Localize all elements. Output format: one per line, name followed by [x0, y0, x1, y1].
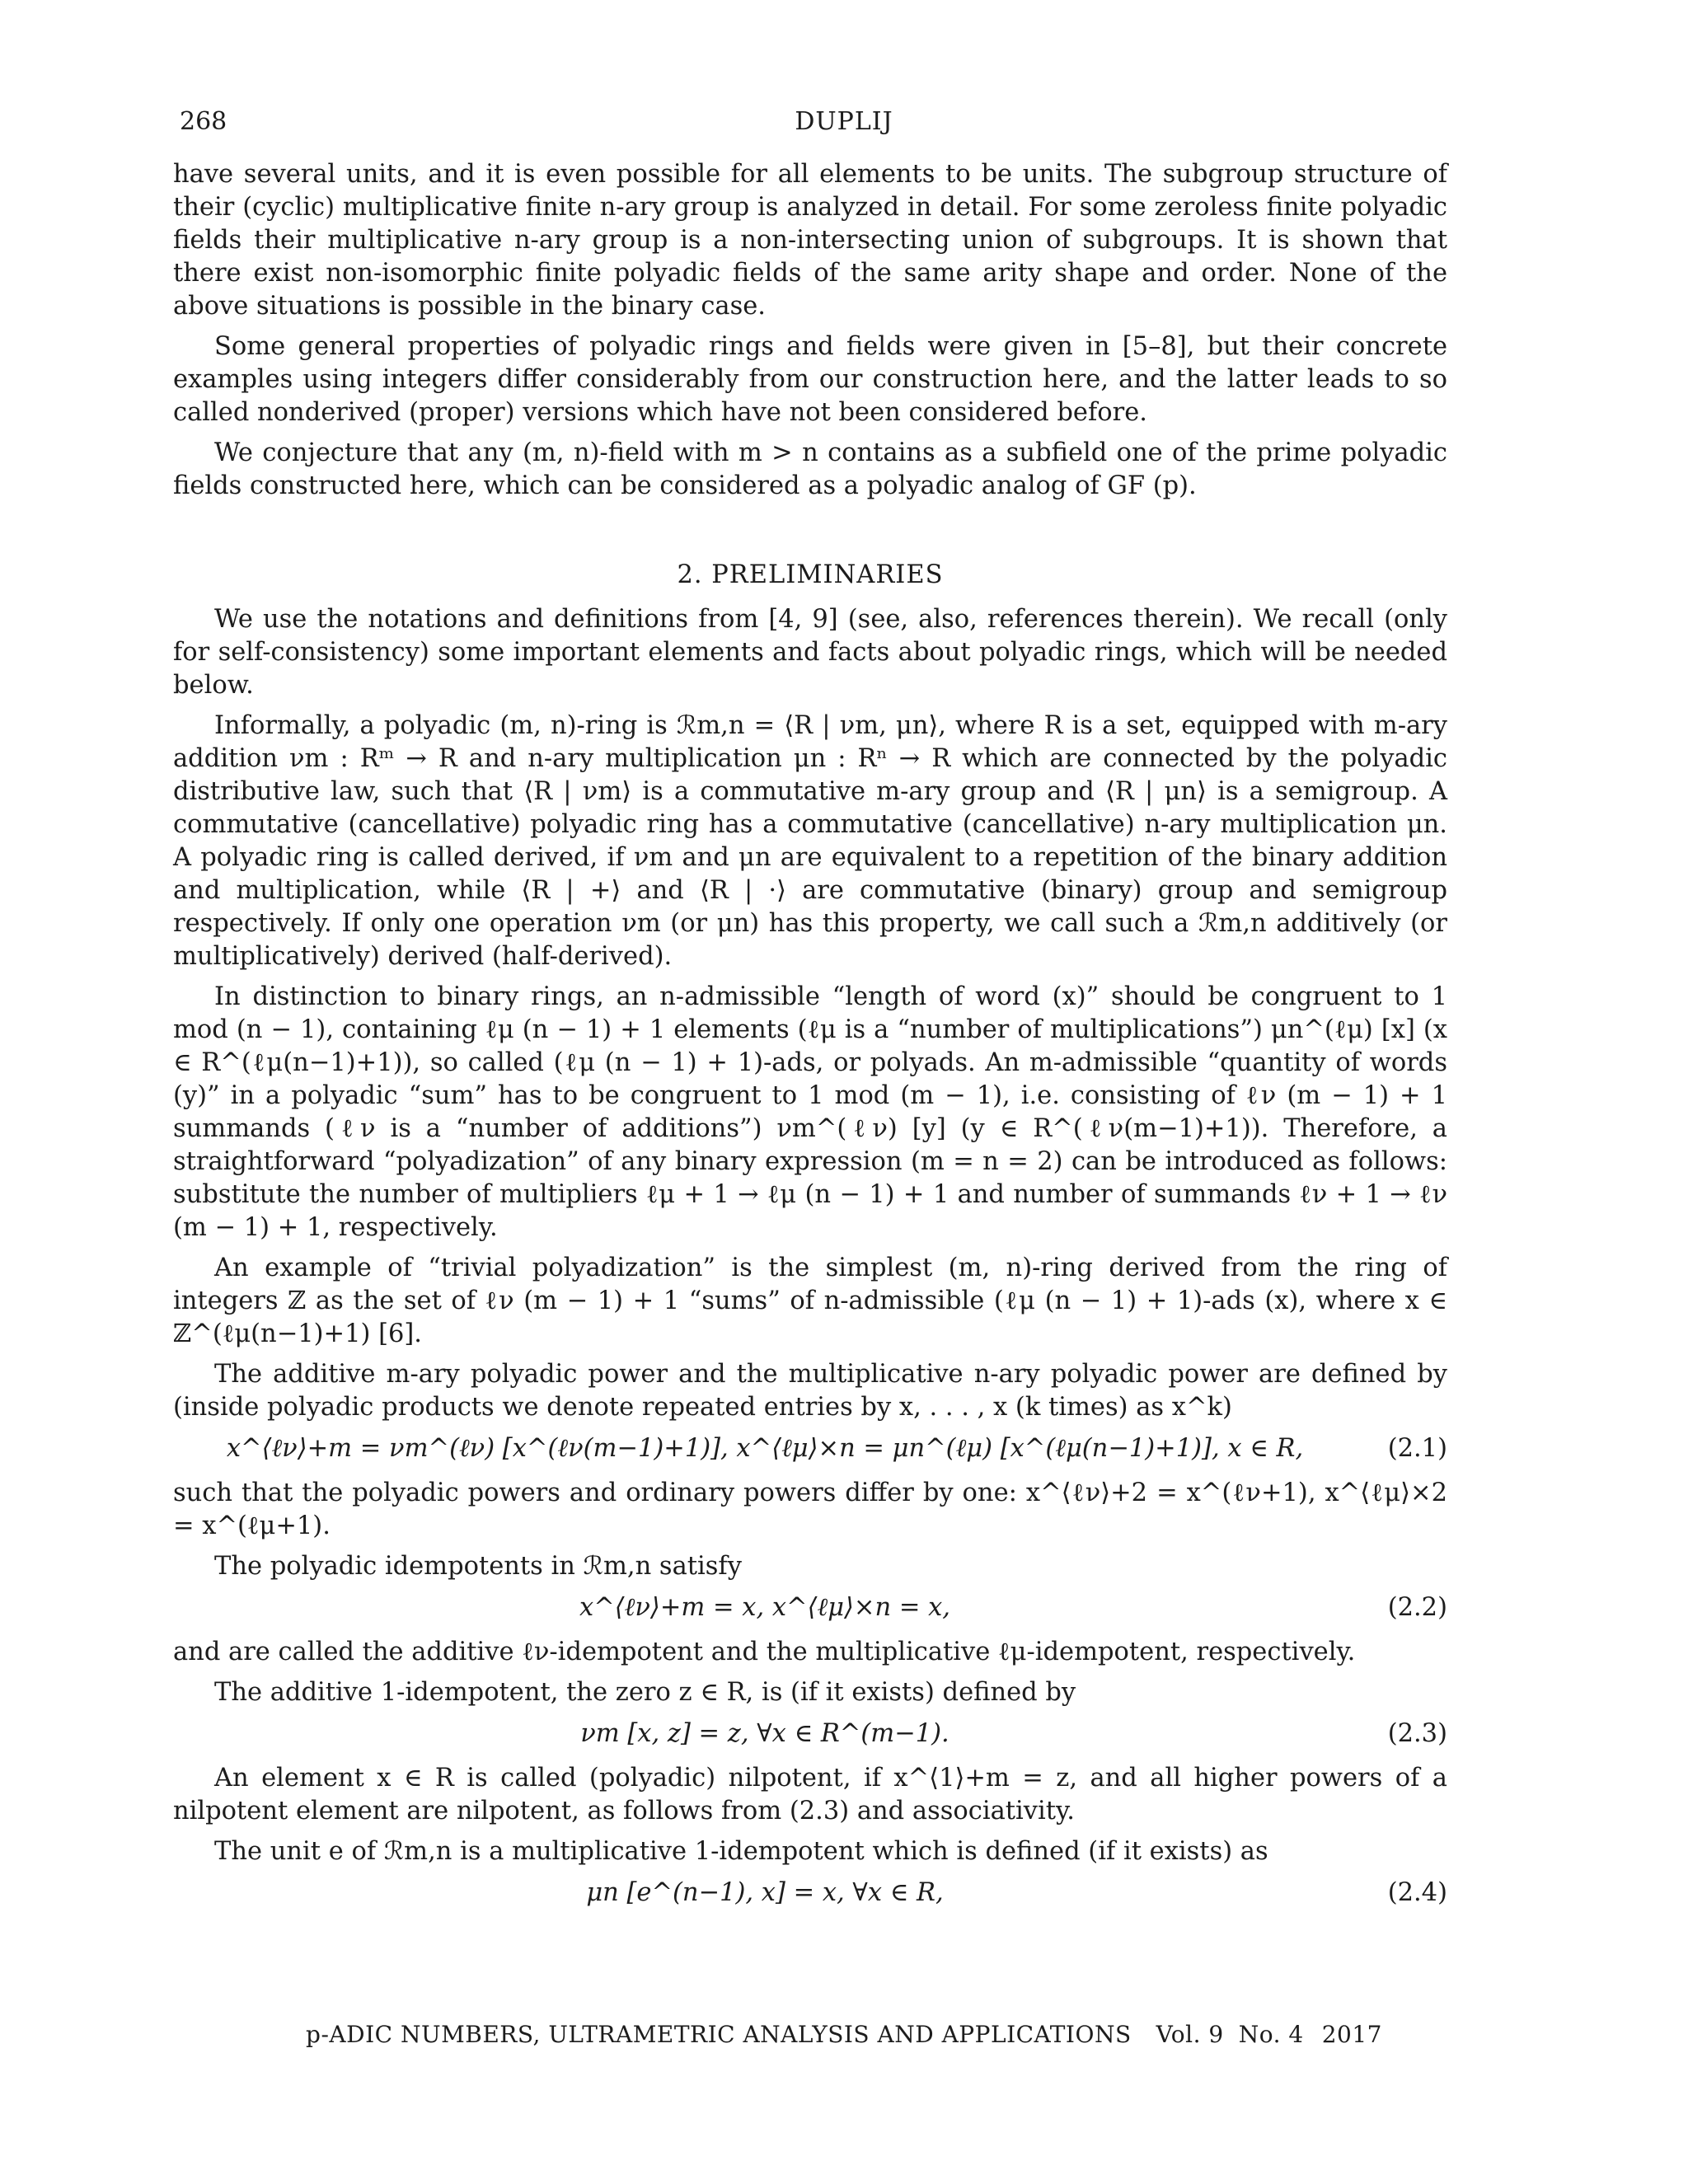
page-number: 268: [180, 107, 227, 136]
journal-number: No. 4: [1238, 2021, 1304, 2048]
equation-2-4: [173, 1877, 1447, 1910]
body-text: [173, 158, 1447, 1921]
prelim-paragraph-7: The polyadic idempotents in ℛm,n satisfy: [214, 1552, 742, 1581]
prelim-paragraph-4: An example of “trivial polyadization” is the simplest (m, n)-ring derived from the ring of integers ℤ as the set of ℓν (m − 1) + 1 “sums” of n-admissible (ℓμ (n − 1) + 1)-ads (x), where x ∈ ℤ^(ℓμ(n−1)+1) [6].: [173, 1254, 1447, 1348]
intro-paragraph-1: have several units, and it is even possible for all elements to be units. The subgroup structure of their (cyclic) multiplicative finite n-ary group is analyzed in detail. For some zeroless finite polyadic fields their multiplicative n-ary group is a non-intersecting union of subgroups. It is shown that there exist non-isomorphic finite polyadic fields of the same arity shape and order. None of the above situations is possible in the binary case.: [173, 160, 1447, 321]
equation-body: x^⟨ℓν⟩+m = x, x^⟨ℓμ⟩×n = x,: [579, 1593, 950, 1622]
equation-2-1: [173, 1432, 1447, 1465]
page-footer: [0, 2021, 1688, 2048]
prelim-paragraph-2: Informally, a polyadic (m, n)-ring is ℛm,n = ⟨R | νm, μn⟩, where R is a set, equipped with m-ary addition νm : Rᵐ → R and n-ary multiplication μn : Rⁿ → R which are connected by the polyadic distributive law, such that ⟨R | νm⟩ is a commutative m-ary group and ⟨R | μn⟩ is a semigroup. A commutative (cancellative) polyadic ring has a commutative (cancellative) n-ary multiplication μn. A polyadic ring is called derived, if νm and μn are equivalent to a repetition of the binary addition and multiplication, while ⟨R | +⟩ and ⟨R | ·⟩ are commutative (binary) group and semigroup respectively. If only one operation νm (or μn) has this property, we call such a ℛm,n additively (or multiplicatively) derived (half-derived).: [173, 711, 1447, 971]
journal-title: p-ADIC NUMBERS, ULTRAMETRIC ANALYSIS AND APPLICATIONS: [306, 2021, 1132, 2048]
equation-number: (2.1): [1387, 1434, 1447, 1463]
equation-number: (2.3): [1387, 1719, 1447, 1748]
prelim-paragraph-3: In distinction to binary rings, an n-admissible “length of word (x)” should be congruent to 1 mod (n − 1), containing ℓμ (n − 1) + 1 elements (ℓμ is a “number of multiplications”) μn^(ℓμ) [x] (x ∈ R^(ℓμ(n−1)+1)), so called (ℓμ (n − 1) + 1)-ads, or polyads. An m-admissible “quantity of words (y)” in a polyadic “sum” has to be congruent to 1 mod (m − 1), i.e. consisting of ℓν (m − 1) + 1 summands (ℓν is a “number of additions”) νm^(ℓν) [y] (y ∈ R^(ℓν(m−1)+1)). Therefore, a straightforward “polyadization” of any binary expression (m = n = 2) can be introduced as follows: substitute the number of multipliers ℓμ + 1 → ℓμ (n − 1) + 1 and number of summands ℓν + 1 → ℓν (m − 1) + 1, respectively.: [173, 982, 1447, 1242]
equation-body: μn [e^(n−1), x] = x, ∀x ∈ R,: [586, 1878, 944, 1907]
prelim-paragraph-1: We use the notations and definitions from [4, 9] (see, also, references therein). We recall (only for self-consistency) some important elements and facts about polyadic rings, which will be needed below.: [173, 605, 1447, 700]
equation-2-3: [173, 1718, 1447, 1750]
equation-body: x^⟨ℓν⟩+m = νm^(ℓν) [x^(ℓν(m−1)+1)], x^⟨ℓμ⟩×n = μn^(ℓμ) [x^(ℓμ(n−1)+1)], x ∈ R,: [226, 1434, 1304, 1463]
prelim-paragraph-9: The additive 1-idempotent, the zero z ∈ R, is (if it exists) defined by: [214, 1678, 1076, 1707]
prelim-paragraph-11: The unit e of ℛm,n is a multiplicative 1-idempotent which is defined (if it exists) as: [214, 1837, 1268, 1866]
intro-paragraph-3: We conjecture that any (m, n)-field with m > n contains as a subfield one of the prime polyadic fields constructed here, which can be considered as a polyadic analog of GF (p).: [173, 438, 1447, 500]
equation-body: νm [x, z] = z, ∀x ∈ R^(m−1).: [580, 1719, 950, 1748]
prelim-paragraph-8: and are called the additive ℓν-idempotent and the multiplicative ℓμ-idempotent, respectively.: [173, 1638, 1356, 1666]
equation-number: (2.2): [1387, 1593, 1447, 1622]
journal-volume: Vol. 9: [1156, 2021, 1224, 2048]
journal-year: 2017: [1321, 2021, 1382, 2048]
prelim-paragraph-5: The additive m-ary polyadic power and the multiplicative n-ary polyadic power are defined by (inside polyadic products we denote repeated entries by x, . . . , x (k times) as x^k): [173, 1360, 1447, 1422]
prelim-paragraph-6: such that the polyadic powers and ordinary powers differ by one: x^⟨ℓν⟩+2 = x^(ℓν+1), x^⟨ℓμ⟩×2 = x^(ℓμ+1).: [173, 1479, 1447, 1540]
intro-paragraph-2: Some general properties of polyadic rings and fields were given in [5–8], but their concrete examples using integers differ considerably from our construction here, and the latter leads to so called nonderived (proper) versions which have not been considered before.: [173, 332, 1447, 427]
section-title: 2. PRELIMINARIES: [677, 560, 944, 589]
prelim-paragraph-10: An element x ∈ R is called (polyadic) nilpotent, if x^⟨1⟩+m = z, and all higher powers of a nilpotent element are nilpotent, as follows from (2.3) and associativity.: [173, 1764, 1447, 1825]
equation-number: (2.4): [1387, 1878, 1447, 1907]
running-head-author: DUPLIJ: [795, 107, 893, 136]
equation-2-2: [173, 1591, 1447, 1624]
